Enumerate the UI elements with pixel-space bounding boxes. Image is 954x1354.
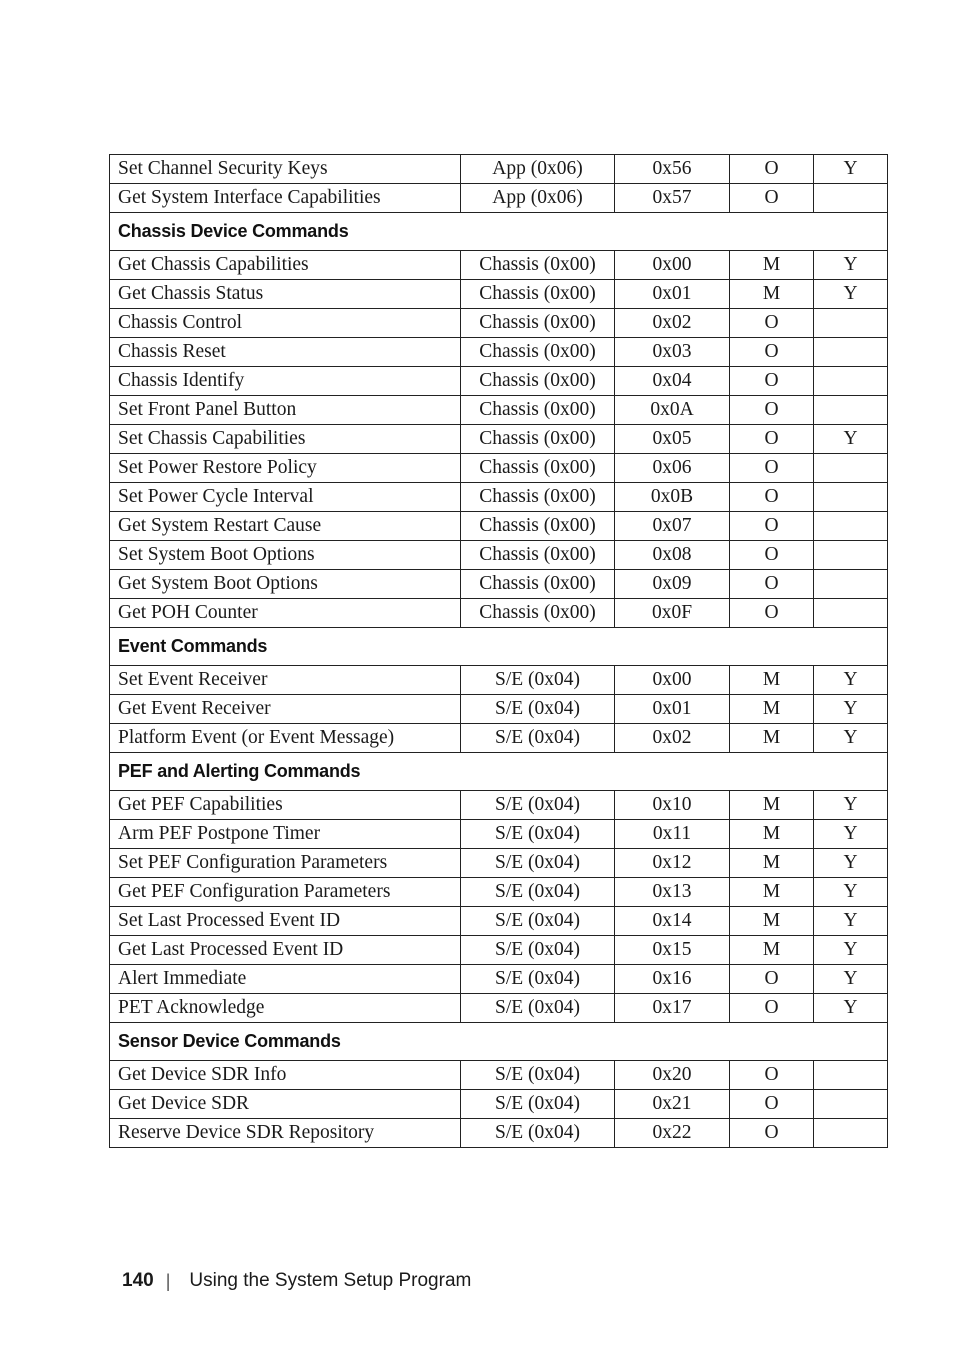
command-row <box>110 425 888 454</box>
requirement-cell: O <box>730 155 814 184</box>
command-name-cell: Reserve Device SDR Repository <box>110 1119 461 1148</box>
requirement-cell: M <box>730 849 814 878</box>
cmd-code-cell: 0x17 <box>615 994 730 1023</box>
cmd-code-cell: 0x14 <box>615 907 730 936</box>
command-name-cell: Set Last Processed Event ID <box>110 907 461 936</box>
command-name-cell: Get PEF Capabilities <box>110 791 461 820</box>
support-cell: Y <box>814 791 888 820</box>
requirement-cell: M <box>730 936 814 965</box>
requirement-cell: O <box>730 1090 814 1119</box>
page-footer <box>122 1270 471 1292</box>
command-row <box>110 599 888 628</box>
requirement-cell: M <box>730 280 814 309</box>
netfn-cell: S/E (0x04) <box>461 907 615 936</box>
support-cell: Y <box>814 695 888 724</box>
command-row <box>110 907 888 936</box>
section-header-row <box>110 213 888 251</box>
command-name-cell: Get Last Processed Event ID <box>110 936 461 965</box>
section-header-row <box>110 1023 888 1061</box>
command-name-cell: Get Chassis Status <box>110 280 461 309</box>
command-row <box>110 454 888 483</box>
requirement-cell: O <box>730 367 814 396</box>
requirement-cell: O <box>730 309 814 338</box>
requirement-cell: O <box>730 425 814 454</box>
command-name-cell: Get PEF Configuration Parameters <box>110 878 461 907</box>
command-row <box>110 338 888 367</box>
cmd-code-cell: 0x00 <box>615 251 730 280</box>
cmd-code-cell: 0x10 <box>615 791 730 820</box>
cmd-code-cell: 0x0B <box>615 483 730 512</box>
support-cell: Y <box>814 878 888 907</box>
command-name-cell: Chassis Reset <box>110 338 461 367</box>
command-row <box>110 1090 888 1119</box>
support-cell: Y <box>814 994 888 1023</box>
command-row <box>110 280 888 309</box>
support-cell: Y <box>814 724 888 753</box>
cmd-code-cell: 0x22 <box>615 1119 730 1148</box>
cmd-code-cell: 0x12 <box>615 849 730 878</box>
command-row <box>110 724 888 753</box>
support-cell <box>814 599 888 628</box>
cmd-code-cell: 0x0F <box>615 599 730 628</box>
command-name-cell: Set Power Restore Policy <box>110 454 461 483</box>
support-cell: Y <box>814 965 888 994</box>
command-row <box>110 936 888 965</box>
netfn-cell: Chassis (0x00) <box>461 396 615 425</box>
command-row <box>110 820 888 849</box>
requirement-cell: O <box>730 483 814 512</box>
requirement-cell: O <box>730 994 814 1023</box>
requirement-cell: O <box>730 454 814 483</box>
command-name-cell: Set PEF Configuration Parameters <box>110 849 461 878</box>
command-row <box>110 878 888 907</box>
cmd-code-cell: 0x03 <box>615 338 730 367</box>
requirement-cell: O <box>730 541 814 570</box>
support-cell: Y <box>814 251 888 280</box>
support-cell <box>814 1090 888 1119</box>
command-row <box>110 309 888 338</box>
support-cell <box>814 454 888 483</box>
command-row <box>110 184 888 213</box>
requirement-cell: O <box>730 1119 814 1148</box>
footer-separator: | <box>165 1270 171 1291</box>
requirement-cell: M <box>730 907 814 936</box>
command-name-cell: Set Chassis Capabilities <box>110 425 461 454</box>
command-row <box>110 570 888 599</box>
cmd-code-cell: 0x20 <box>615 1061 730 1090</box>
cmd-code-cell: 0x02 <box>615 309 730 338</box>
netfn-cell: S/E (0x04) <box>461 1061 615 1090</box>
command-name-cell: Get POH Counter <box>110 599 461 628</box>
requirement-cell: O <box>730 184 814 213</box>
netfn-cell: S/E (0x04) <box>461 965 615 994</box>
section-header-row <box>110 628 888 666</box>
requirement-cell: M <box>730 791 814 820</box>
requirement-cell: M <box>730 695 814 724</box>
netfn-cell: S/E (0x04) <box>461 791 615 820</box>
netfn-cell: Chassis (0x00) <box>461 367 615 396</box>
support-cell: Y <box>814 907 888 936</box>
command-name-cell: Set Channel Security Keys <box>110 155 461 184</box>
command-row <box>110 1119 888 1148</box>
netfn-cell: S/E (0x04) <box>461 695 615 724</box>
section-title: Sensor Device Commands <box>110 1023 888 1061</box>
command-row <box>110 994 888 1023</box>
requirement-cell: M <box>730 251 814 280</box>
command-row <box>110 251 888 280</box>
requirement-cell: O <box>730 338 814 367</box>
netfn-cell: S/E (0x04) <box>461 878 615 907</box>
command-row <box>110 367 888 396</box>
cmd-code-cell: 0x05 <box>615 425 730 454</box>
netfn-cell: Chassis (0x00) <box>461 599 615 628</box>
support-cell <box>814 367 888 396</box>
cmd-code-cell: 0x0A <box>615 396 730 425</box>
command-row <box>110 695 888 724</box>
netfn-cell: App (0x06) <box>461 155 615 184</box>
support-cell <box>814 309 888 338</box>
requirement-cell: O <box>730 1061 814 1090</box>
command-row <box>110 483 888 512</box>
support-cell: Y <box>814 425 888 454</box>
support-cell <box>814 1061 888 1090</box>
support-cell: Y <box>814 936 888 965</box>
netfn-cell: Chassis (0x00) <box>461 570 615 599</box>
netfn-cell: Chassis (0x00) <box>461 251 615 280</box>
cmd-code-cell: 0x09 <box>615 570 730 599</box>
requirement-cell: O <box>730 396 814 425</box>
command-name-cell: Get System Restart Cause <box>110 512 461 541</box>
support-cell <box>814 338 888 367</box>
command-table-body <box>110 155 888 1148</box>
command-name-cell: Set Power Cycle Interval <box>110 483 461 512</box>
command-name-cell: Chassis Control <box>110 309 461 338</box>
support-cell: Y <box>814 849 888 878</box>
command-name-cell: Set System Boot Options <box>110 541 461 570</box>
requirement-cell: M <box>730 820 814 849</box>
command-name-cell: Set Front Panel Button <box>110 396 461 425</box>
cmd-code-cell: 0x15 <box>615 936 730 965</box>
netfn-cell: Chassis (0x00) <box>461 541 615 570</box>
command-name-cell: Set Event Receiver <box>110 666 461 695</box>
cmd-code-cell: 0x21 <box>615 1090 730 1119</box>
support-cell <box>814 184 888 213</box>
netfn-cell: S/E (0x04) <box>461 1090 615 1119</box>
command-row <box>110 1061 888 1090</box>
requirement-cell: O <box>730 599 814 628</box>
command-row <box>110 155 888 184</box>
netfn-cell: S/E (0x04) <box>461 994 615 1023</box>
command-name-cell: Platform Event (or Event Message) <box>110 724 461 753</box>
netfn-cell: S/E (0x04) <box>461 1119 615 1148</box>
command-name-cell: Get System Interface Capabilities <box>110 184 461 213</box>
requirement-cell: O <box>730 570 814 599</box>
support-cell: Y <box>814 820 888 849</box>
cmd-code-cell: 0x04 <box>615 367 730 396</box>
section-title: Event Commands <box>110 628 888 666</box>
requirement-cell: M <box>730 724 814 753</box>
netfn-cell: Chassis (0x00) <box>461 512 615 541</box>
cmd-code-cell: 0x08 <box>615 541 730 570</box>
netfn-cell: Chassis (0x00) <box>461 425 615 454</box>
support-cell <box>814 570 888 599</box>
cmd-code-cell: 0x57 <box>615 184 730 213</box>
requirement-cell: M <box>730 666 814 695</box>
requirement-cell: O <box>730 965 814 994</box>
cmd-code-cell: 0x16 <box>615 965 730 994</box>
command-row <box>110 965 888 994</box>
cmd-code-cell: 0x11 <box>615 820 730 849</box>
cmd-code-cell: 0x01 <box>615 695 730 724</box>
support-cell: Y <box>814 155 888 184</box>
cmd-code-cell: 0x06 <box>615 454 730 483</box>
chapter-title: Using the System Setup Program <box>189 1270 472 1291</box>
cmd-code-cell: 0x01 <box>615 280 730 309</box>
requirement-cell: O <box>730 512 814 541</box>
requirement-cell: M <box>730 878 814 907</box>
support-cell <box>814 512 888 541</box>
support-cell <box>814 396 888 425</box>
netfn-cell: Chassis (0x00) <box>461 280 615 309</box>
page-number: 140 <box>122 1270 154 1291</box>
command-name-cell: Get Device SDR Info <box>110 1061 461 1090</box>
support-cell <box>814 483 888 512</box>
cmd-code-cell: 0x13 <box>615 878 730 907</box>
netfn-cell: S/E (0x04) <box>461 666 615 695</box>
command-row <box>110 849 888 878</box>
command-name-cell: Get Chassis Capabilities <box>110 251 461 280</box>
section-title: PEF and Alerting Commands <box>110 753 888 791</box>
section-header-row <box>110 753 888 791</box>
command-row <box>110 791 888 820</box>
command-name-cell: PET Acknowledge <box>110 994 461 1023</box>
cmd-code-cell: 0x07 <box>615 512 730 541</box>
netfn-cell: Chassis (0x00) <box>461 483 615 512</box>
cmd-code-cell: 0x00 <box>615 666 730 695</box>
command-row <box>110 396 888 425</box>
netfn-cell: S/E (0x04) <box>461 724 615 753</box>
netfn-cell: S/E (0x04) <box>461 936 615 965</box>
command-name-cell: Chassis Identify <box>110 367 461 396</box>
command-row <box>110 541 888 570</box>
command-name-cell: Get Device SDR <box>110 1090 461 1119</box>
netfn-cell: S/E (0x04) <box>461 849 615 878</box>
netfn-cell: Chassis (0x00) <box>461 454 615 483</box>
support-cell: Y <box>814 280 888 309</box>
cmd-code-cell: 0x56 <box>615 155 730 184</box>
command-name-cell: Arm PEF Postpone Timer <box>110 820 461 849</box>
support-cell: Y <box>814 666 888 695</box>
support-cell <box>814 1119 888 1148</box>
command-row <box>110 512 888 541</box>
support-cell <box>814 541 888 570</box>
command-row <box>110 666 888 695</box>
command-name-cell: Get System Boot Options <box>110 570 461 599</box>
command-name-cell: Alert Immediate <box>110 965 461 994</box>
netfn-cell: App (0x06) <box>461 184 615 213</box>
netfn-cell: Chassis (0x00) <box>461 338 615 367</box>
netfn-cell: S/E (0x04) <box>461 820 615 849</box>
ipmi-command-table <box>109 154 888 1148</box>
section-title: Chassis Device Commands <box>110 213 888 251</box>
cmd-code-cell: 0x02 <box>615 724 730 753</box>
netfn-cell: Chassis (0x00) <box>461 309 615 338</box>
command-name-cell: Get Event Receiver <box>110 695 461 724</box>
